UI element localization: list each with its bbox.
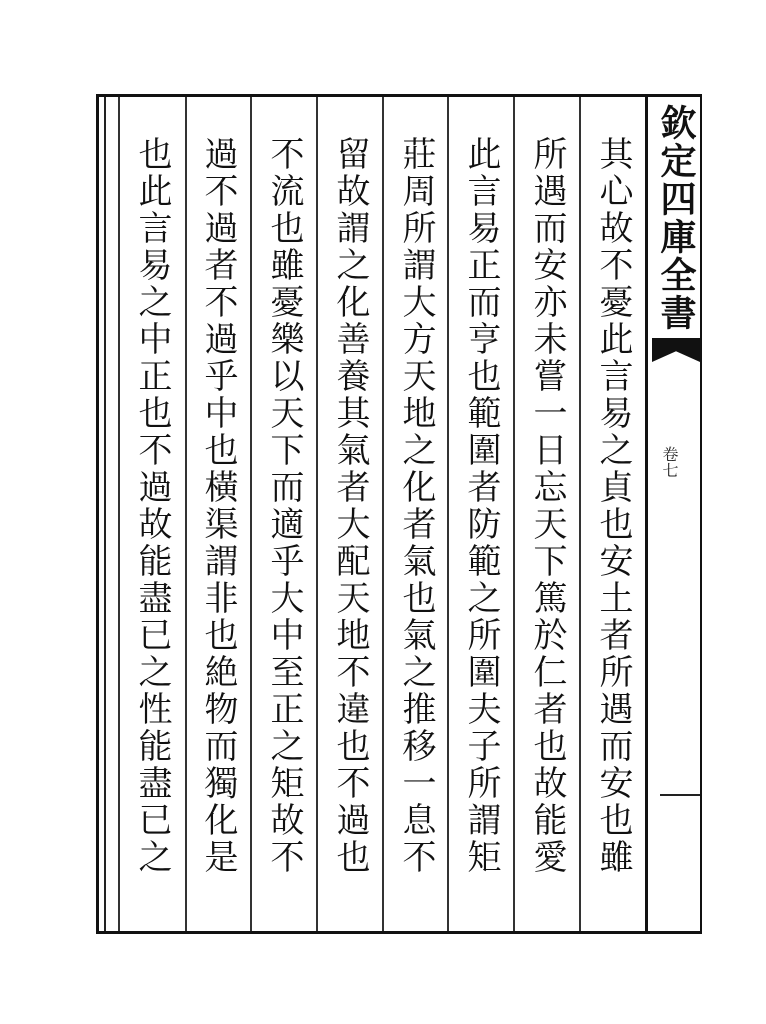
text-column-8: 也此言易之中正也不過故能盡已之性能盡已之: [132, 136, 172, 876]
text-column-4: 莊周所謂大方天地之化者氣也氣之推移一息不: [396, 136, 436, 876]
column-divider: [447, 97, 449, 931]
text-column-7: 過不過者不過乎中也橫渠謂非也絶物而獨化是: [198, 136, 238, 876]
text-column-1: 其心故不憂此言易之貞也安土者所遇而安也雖: [593, 136, 633, 876]
column-divider: [250, 97, 252, 931]
margin-title: 欽定四庫全書: [655, 104, 697, 332]
column-divider: [513, 97, 515, 931]
text-column-5: 留故謂之化善養其氣者大配天地不違也不過也: [330, 136, 370, 876]
volume-label: 卷七: [660, 446, 679, 478]
column-divider: [185, 97, 187, 931]
text-column-2: 所遇而安亦未嘗一日忘天下篤於仁者也故能愛: [527, 136, 567, 876]
column-divider: [382, 97, 384, 931]
margin-rule: [660, 794, 700, 796]
text-column-6: 不流也雖憂樂以天下而適乎大中至正之矩故不: [264, 136, 304, 876]
column-divider: [579, 97, 581, 931]
text-column-3: 此言易正而亨也範圍者防範之所圍夫子所謂矩: [461, 136, 501, 876]
frame-inner-border: [104, 97, 106, 931]
column-divider: [118, 97, 120, 931]
column-divider: [316, 97, 318, 931]
